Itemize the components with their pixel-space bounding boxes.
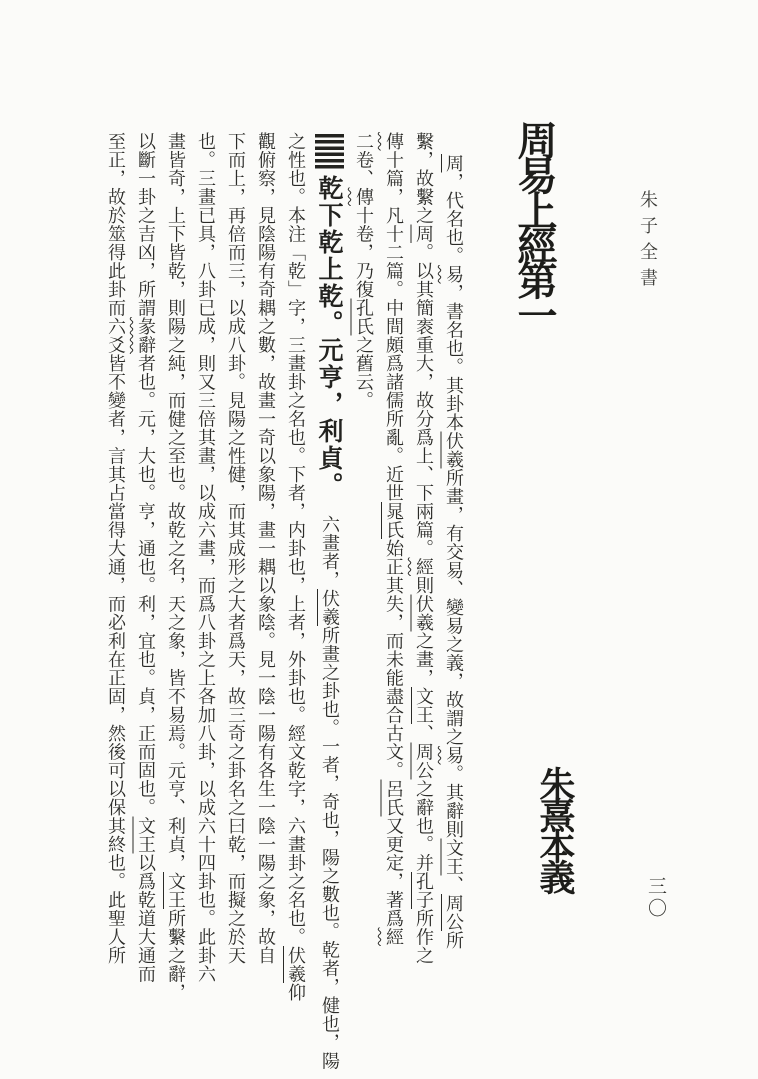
proper-noun-mark: 伏羲 (443, 431, 464, 469)
commentary-text: 六畫者， (319, 515, 340, 589)
commentary-text: 始正其失，而未能盡合古文。 (383, 539, 404, 780)
commentary-text: 十卷，乃復 (353, 206, 374, 299)
text-column-8 (220, 132, 250, 1070)
commentary-text: 、 (443, 875, 464, 894)
commentary-text: 二卷、 (353, 132, 374, 188)
commentary-text: 之畫， (413, 631, 434, 687)
proper-noun-mark: 呂氏 (383, 779, 404, 817)
proper-noun-mark: 晁氏 (383, 502, 404, 539)
commentary-text: 者也。元，大也。亨，通也。利，宜也。貞，正而固也。 (135, 354, 156, 817)
proper-noun-mark: 周 (413, 224, 434, 243)
proper-noun-mark: 文王 (165, 872, 186, 909)
commentary-text: 所畫之卦也。一者，奇也，陽之數也。乾者，健也，陽 (319, 626, 340, 1070)
book-title-mark: 傳 (383, 132, 404, 151)
commentary-text: ，書名也。其卦本 (443, 283, 464, 432)
book-title-mark: 經 (413, 557, 434, 576)
book-title-mark: 易 (443, 746, 464, 765)
proper-noun-mark: 伏羲 (319, 589, 340, 626)
proper-noun-mark: 孔氏 (353, 298, 374, 336)
page-title: 周易上經第一 (511, 120, 558, 330)
proper-noun-mark: 文王 (443, 838, 464, 876)
text-column-10 (160, 132, 190, 1070)
proper-noun-mark: 伏羲 (285, 946, 306, 983)
commentary-text: 之辭也。并 (413, 779, 434, 872)
commentary-text: 之性也。本注「乾」字，三畫卦之名也。下者，内卦也，上者，外卦也。經文乾字，六畫卦之名也。 (285, 132, 306, 946)
commentary-text: 十篇，凡十二篇。中間頗爲諸儒所亂。近世 (383, 150, 404, 502)
text-column-4 (348, 132, 378, 1070)
book-title-mark: 傳 (353, 187, 374, 206)
text-column-12 (100, 132, 130, 1070)
proper-noun-mark: 孔子 (413, 872, 434, 909)
commentary-text: 。其辭則 (443, 764, 464, 839)
proper-noun-mark: 伏羲 (413, 594, 434, 632)
text-column-1 (438, 132, 468, 1070)
book-title-mark: 經 (383, 927, 404, 946)
commentary-text: 所畫，有交易、變易之義，故謂之 (443, 468, 464, 746)
proper-noun-mark: 周公 (443, 894, 464, 931)
text-column-7 (250, 132, 280, 1070)
commentary-text: 所繫之辭， (165, 909, 186, 1002)
proper-noun-mark: 文王 (413, 687, 434, 724)
text-column-5 (310, 132, 348, 1070)
commentary-text: ，代名也。 (443, 172, 464, 265)
text-column-11 (130, 132, 160, 1070)
author-line: 朱熹本義 (534, 766, 576, 890)
commentary-text: 以爲乾道大通而 (135, 853, 156, 983)
commentary-text: 所作之 (413, 909, 434, 965)
body-text (100, 132, 468, 1070)
commentary-text: 以斷一卦之吉凶，所謂 (135, 132, 156, 317)
text-column-3 (378, 132, 408, 1070)
commentary-text: 。以其簡袠重大，故分爲上、下兩篇。 (413, 243, 434, 558)
commentary-text: 、 (413, 724, 434, 743)
commentary-text: 則 (413, 576, 434, 595)
commentary-text: 至正，故於筮得此卦而六爻皆不變者，言其占當得大通，而必利在正固，然後可以保其終也。此聖人所 (105, 132, 126, 965)
commentary-text: 觀俯察，見陰陽有奇耦之數，故畫一奇以象陽，畫一耦以象陰。見一陰一陽有各生一陰一陽之象，故自 (255, 132, 276, 965)
book-title-mark: 易 (443, 265, 464, 284)
text-column-2 (408, 132, 438, 1070)
commentary-text: 畫皆奇，上下皆乾，則陽之純，而健之至也。故乾之名，天之象，皆不易焉。元亨、利貞， (165, 132, 186, 872)
text-column-6 (280, 132, 310, 1070)
running-head: 朱子全書 (637, 190, 658, 294)
commentary-text: 仰 (285, 983, 306, 1002)
proper-noun-mark: 周 (443, 154, 464, 173)
proper-noun-mark: 周公 (413, 742, 434, 780)
commentary-text: 又更定，著爲 (383, 816, 404, 928)
commentary-text: 也。三畫已具，八卦已成，則又三倍其畫，以成六畫，而爲八卦之上各加八卦，以成六十四卦也。此卦六 (195, 132, 216, 983)
scripture-text: 乾下乾上乾。元亨，利貞。 (315, 175, 344, 499)
book-title-mark: 彖辭 (135, 317, 156, 354)
hexagram-qian-icon (315, 134, 344, 169)
section-gap (329, 499, 330, 515)
commentary-text: 之舊云。 (353, 335, 374, 410)
proper-noun-mark: 文王 (135, 816, 156, 854)
commentary-text: 繫，故繫之 (413, 132, 434, 225)
page-number: 三〇 (645, 876, 667, 920)
commentary-text: 下而上，再倍而三，以成八卦。見陽之性健，而其成形之大者爲天，故三奇之卦名之曰乾，而擬之於天 (225, 132, 246, 965)
commentary-text: 所 (443, 931, 464, 950)
text-column-9 (190, 132, 220, 1070)
